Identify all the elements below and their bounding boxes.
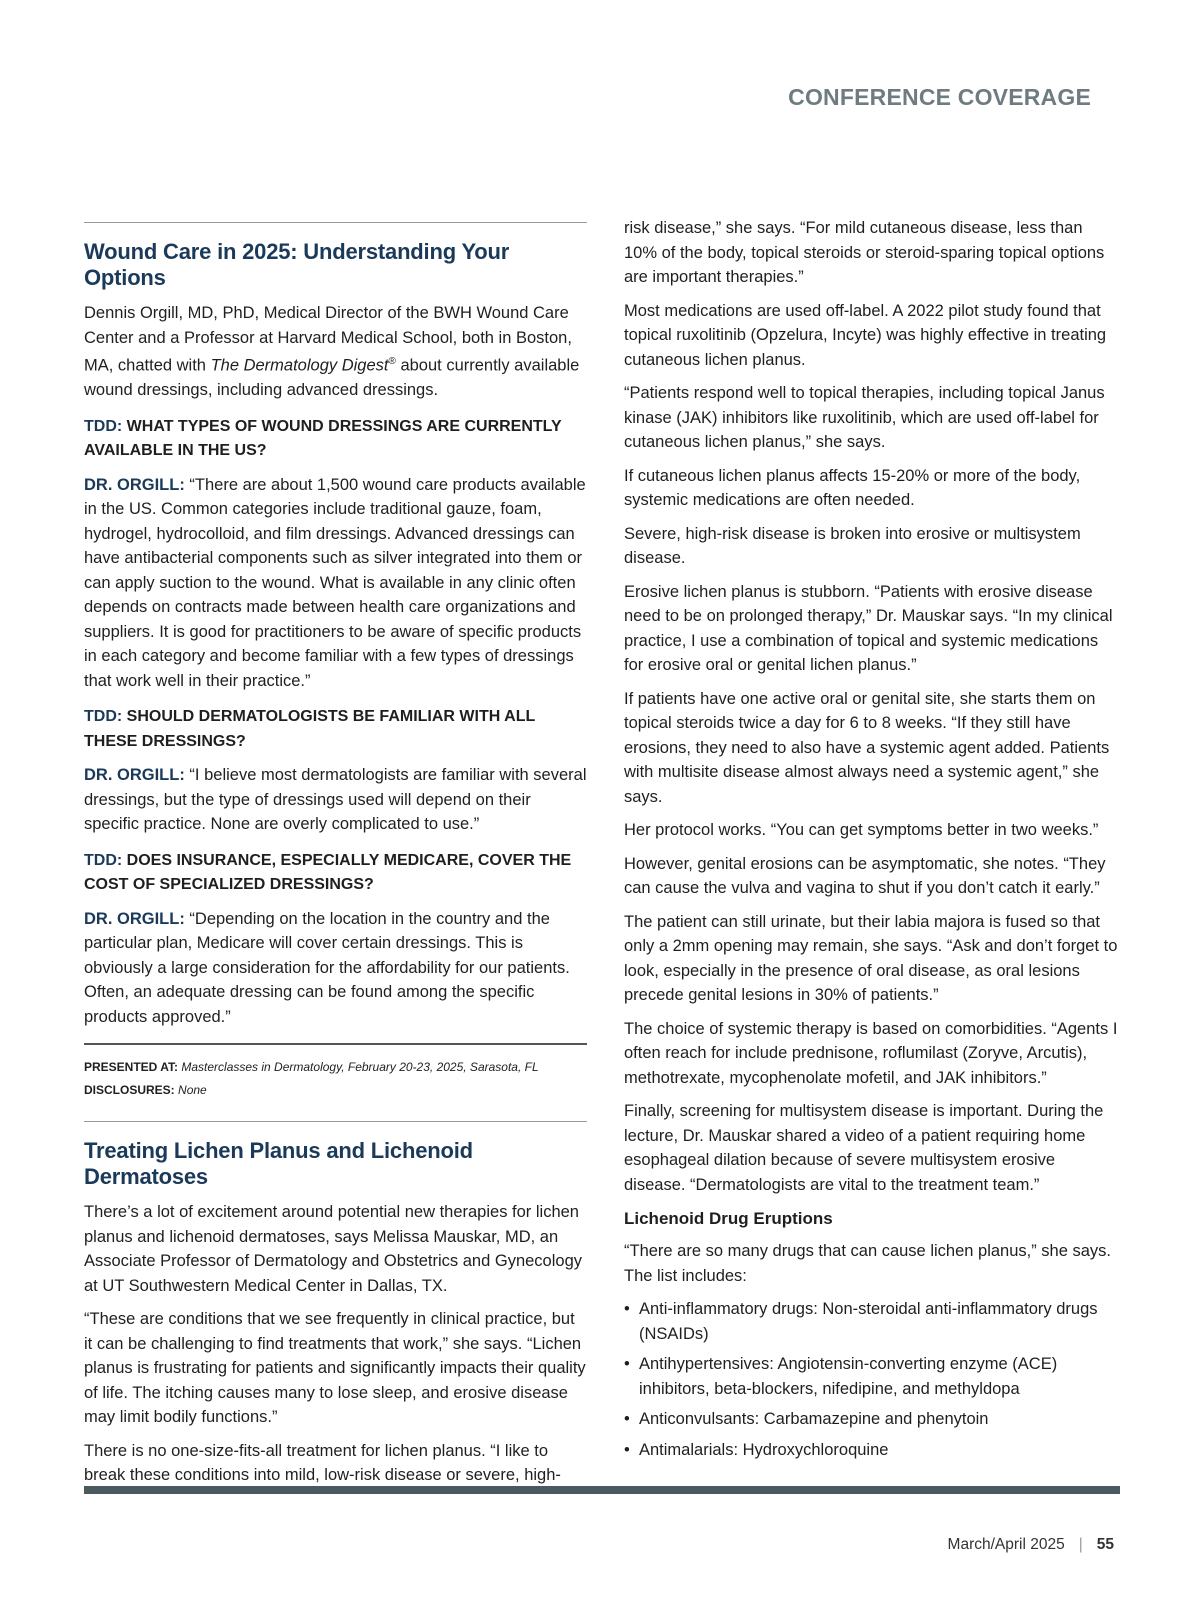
lichen-paragraph: “Patients respond well to topical therapies, including topical Janus kinase (JAK) inhibitors like ruxolitinib, which are used off-label for cutaneous lichen planus,” she says. <box>624 384 1105 451</box>
question-1: TDD: WHAT TYPES OF WOUND DRESSINGS ARE CURRENTLY AVAILABLE IN THE US? <box>84 417 562 459</box>
meta-divider <box>84 1043 587 1045</box>
section-label: CONFERENCE COVERAGE <box>788 84 1091 110</box>
lichen-paragraph: Her protocol works. “You can get symptoms better in two weeks.” <box>624 821 1099 839</box>
lichen-paragraph: There is no one-size-fits-all treatment for lichen planus. “I like to break these conditions into mild, low-risk disease or severe, high- <box>84 1441 561 1484</box>
article-title-wound-care: Wound Care in 2025: Understanding Your Options <box>84 239 510 290</box>
answer-2: DR. ORGILL: “I believe most dermatologists are familiar with several dressings, but the type of dressings used will depend on their specific practice. None are overly complicated to use.” <box>84 766 587 833</box>
page-footer <box>948 1536 1114 1554</box>
lichen-paragraph: Finally, screening for multisystem disease is important. During the lecture, Dr. Mauskar shared a video of a patient requiring home esophageal dilation because of severe multisystem erosive disease. “Dermatologists are vital to the treatment team.” <box>624 1102 1104 1194</box>
list-item: • Anticonvulsants: Carbamazepine and phenytoin <box>624 1407 1119 1432</box>
lichen-paragraph: If patients have one active oral or genital site, she starts them on topical steroids twice a day for 6 to 8 weeks. “If they still have erosions, they need to also have a systemic agent added. Patients with multisite disease almost always need a systemic agent,” she says. <box>624 689 1110 806</box>
article-divider <box>84 1121 587 1122</box>
lichen-paragraph: “These are conditions that we see frequently in clinical practice, but it can be challenging to find treatments that work,” she says. “Lichen planus is frustrating for patients and significantly impacts their quality of life. The itching causes many to lose sleep, and erosive disease may limit bodily functions.” <box>84 1310 586 1426</box>
drug-list <box>624 1297 1119 1462</box>
list-item: • Antihypertensives: Angiotensin-converting enzyme (ACE) inhibitors, beta-blockers, nifedipine, and methyldopa <box>624 1352 1119 1401</box>
lichen-paragraph: Erosive lichen planus is stubborn. “Patients with erosive disease need to be on prolonged therapy,” Dr. Mauskar says. “In my clinical practice, I use a combination of topical and systemic medications for erosive oral or genital lichen planus.” <box>624 582 1113 674</box>
list-item: • Antimalarials: Hydroxychloroquine <box>624 1438 1119 1463</box>
lichen-paragraph: Severe, high-risk disease is broken into erosive or multisystem disease. <box>624 524 1081 567</box>
lichen-paragraph: The choice of systemic therapy is based on comorbidities. “Agents I often reach for include prednisone, roflumilast (Zoryve, Arcutis), methotrexate, mycophenolate mofetil, and JAK inhibitors.” <box>624 1019 1118 1087</box>
disclosures: DISCLOSURES: None <box>84 1083 207 1097</box>
question-2: TDD: SHOULD DERMATOLOGISTS BE FAMILIAR WITH ALL THESE DRESSINGS? <box>84 708 535 750</box>
subhead-drug-eruptions: Lichenoid Drug Eruptions <box>624 1209 833 1228</box>
issue-date: March/April 2025 <box>947 1536 1065 1553</box>
list-item: • Anti-inflammatory drugs: Non-steroidal anti-inflammatory drugs (NSAIDs) <box>624 1297 1119 1346</box>
wound-care-intro: Dennis Orgill, MD, PhD, Medical Director of the BWH Wound Care Center and a Professor at Harvard Medical School, both in Boston, MA, chatted with The Dermatology Digest® about currently available wound dressings, including advanced dressings. <box>84 304 580 399</box>
lichen-paragraph: If cutaneous lichen planus affects 15-20% or more of the body, systemic medications are often needed. <box>624 466 1081 509</box>
presented-at: PRESENTED AT: Masterclasses in Dermatology, February 20-23, 2025, Sarasota, FL <box>84 1060 539 1074</box>
article-divider <box>84 222 587 223</box>
publication-name: The Dermatology Digest <box>210 356 389 375</box>
lichen-paragraph: The patient can still urinate, but their labia majora is fused so that only a 2mm opening may remain, she says. “Ask and don’t forget to look, especially in the presence of oral disease, as oral lesions precede genital lesions in 30% of patients.” <box>624 912 1118 1004</box>
lichen-paragraph: However, genital erosions can be asymptomatic, she notes. “They can cause the vulva and vagina to shut if you don’t catch it early.” <box>624 854 1106 897</box>
question-3: TDD: DOES INSURANCE, ESPECIALLY MEDICARE, COVER THE COST OF SPECIALIZED DRESSINGS? <box>84 851 572 893</box>
page-number: 55 <box>1096 1536 1114 1553</box>
article-title-lichen-planus: Treating Lichen Planus and Lichenoid Dermatoses <box>84 1138 473 1189</box>
answer-3: DR. ORGILL: “Depending on the location in the country and the particular plan, Medicare will cover certain dressings. This is obviously a large consideration for the affordability for our patients. Often, an adequate dressing can be found among the specific products approved.” <box>84 909 570 1026</box>
lichen-paragraph: Most medications are used off-label. A 2022 pilot study found that topical ruxolitinib (Opzelura, Incyte) was highly effective in treating cutaneous lichen planus. <box>624 301 1107 369</box>
footer-separator: | <box>1078 1536 1083 1553</box>
answer-1: DR. ORGILL: “There are about 1,500 wound care products available in the US. Common categories include traditional gauze, foam, hydrogel, hydrocolloid, and film dressings. Advanced dressings can have antibacterial components such as silver integrated into them or can apply suction to the wound. What is available in any clinic often depends on contracts made between health care organizations and suppliers. It is good for practitioners to be aware of specific products in each category and become familiar with a few types of dressings that work well in their practice.” <box>84 475 586 690</box>
drug-list-intro: “There are so many drugs that can cause lichen planus,” she says. The list includes: <box>624 1242 1111 1285</box>
lichen-paragraph: risk disease,” she says. “For mild cutaneous disease, less than 10% of the body, topical steroids or steroid-sparing topical options are important therapies.” <box>624 219 1105 286</box>
right-column <box>624 216 1119 1468</box>
lichen-paragraph: There’s a lot of excitement around potential new therapies for lichen planus and lichenoid dermatoses, says Melissa Mauskar, MD, an Associate Professor of Dermatology and Obstetrics and Gynecology at UT Southwestern Medical Center in Dallas, TX. <box>84 1203 582 1295</box>
left-column <box>84 222 587 1497</box>
footer-bar <box>84 1486 1120 1494</box>
